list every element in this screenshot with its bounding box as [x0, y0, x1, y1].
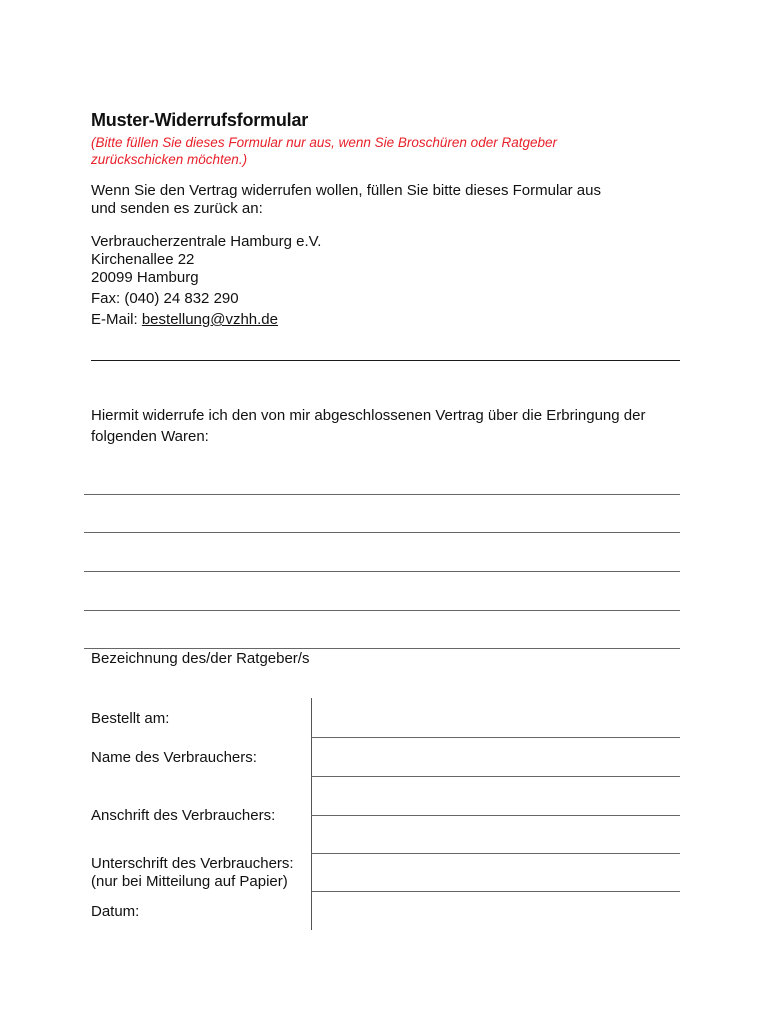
- email-link[interactable]: bestellung@vzhh.de: [141, 311, 278, 328]
- signature-field[interactable]: [311, 891, 680, 892]
- recipient-city: 20099 Hamburg: [91, 269, 199, 286]
- goods-entry-line[interactable]: [84, 494, 680, 495]
- field-column-divider: [311, 698, 312, 930]
- intro-line: Wenn Sie den Vertrag widerrufen wollen, füllen Sie bitte dieses Formular aus: [91, 182, 601, 199]
- consumer-name-field[interactable]: [311, 776, 680, 777]
- consumer-address-field[interactable]: [311, 853, 680, 854]
- email-label: E-Mail:: [91, 311, 142, 328]
- signature-label-line: Unterschrift des Verbrauchers:: [91, 855, 294, 872]
- ordered-on-field[interactable]: [311, 737, 680, 738]
- recipient-fax: Fax: (040) 24 832 290: [91, 290, 239, 307]
- recipient-email-row: [91, 311, 491, 329]
- recipient-address: [91, 233, 491, 287]
- intro-text: [91, 182, 671, 218]
- goods-entry-line[interactable]: [84, 532, 680, 533]
- consumer-name-label: Name des Verbrauchers:: [91, 749, 257, 766]
- signature-label: [91, 855, 294, 891]
- withdrawal-statement: [91, 405, 681, 447]
- form-title: Muster-Widerrufsformular: [91, 110, 309, 130]
- signature-label-line: (nur bei Mitteilung auf Papier): [91, 873, 288, 890]
- ordered-on-label: Bestellt am:: [91, 710, 170, 727]
- statement-line: Hiermit widerrufe ich den von mir abgeschlossenen Vertrag über die Erbringung der: [91, 407, 646, 424]
- goods-description-label: Bezeichnung des/der Ratgeber/s: [91, 650, 310, 667]
- recipient-name: Verbraucherzentrale Hamburg e.V.: [91, 233, 322, 250]
- section-divider: [91, 360, 680, 361]
- instruction-note-line: zurückschicken möchten.): [91, 152, 248, 167]
- date-label: Datum:: [91, 903, 140, 920]
- goods-entry-line[interactable]: [84, 648, 680, 649]
- consumer-address-field[interactable]: [311, 815, 680, 816]
- recipient-street: Kirchenallee 22: [91, 251, 195, 268]
- intro-line: und senden es zurück an:: [91, 200, 263, 217]
- recipient-contact: [91, 290, 491, 329]
- statement-line: folgenden Waren:: [91, 428, 209, 445]
- goods-entry-line[interactable]: [84, 571, 680, 572]
- instruction-note-line: (Bitte füllen Sie dieses Formular nur aus, wenn Sie Broschüren oder Ratgeber: [91, 135, 557, 150]
- instruction-note: [91, 134, 651, 168]
- consumer-address-label: Anschrift des Verbrauchers:: [91, 807, 276, 824]
- goods-entry-line[interactable]: [84, 610, 680, 611]
